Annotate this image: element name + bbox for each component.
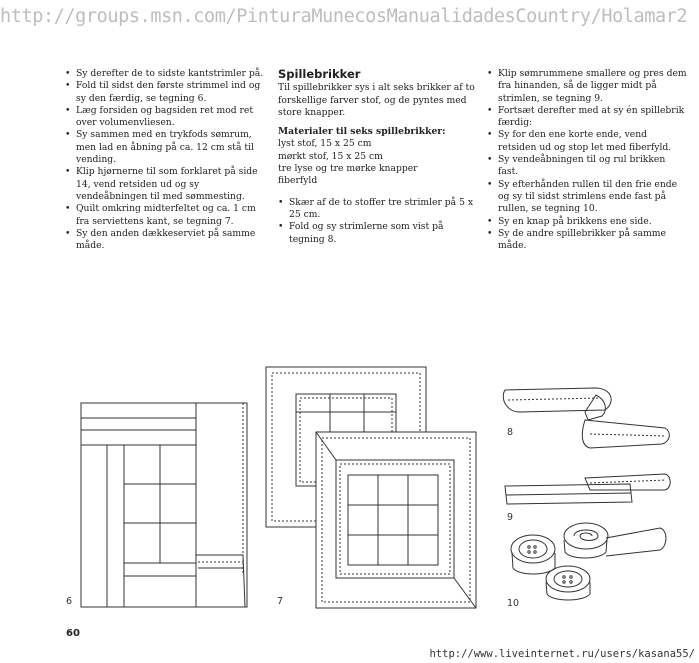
- figure-9-drawing: [505, 474, 670, 504]
- watermark-bottom-url: http://www.liveinternet.ru/users/kasana55/: [429, 648, 695, 660]
- illustrations-svg: [0, 350, 699, 630]
- list-item: • Sy for den ene korte ende, vend retsiden ud og stop let med fiberfyld.: [487, 129, 687, 154]
- list-item: • Sy en knap på brikkens ene side.: [487, 216, 687, 228]
- figure-8-number: 8: [507, 427, 514, 438]
- figure-8-drawing: [503, 388, 669, 448]
- material-item: fiberfyld: [278, 175, 318, 187]
- figure-7-number: 7: [277, 596, 284, 607]
- list-item: • Sy efterhånden rullen til den frie ende og sy til sidst strimlens ende fast på rullen, se tegning 10.: [487, 179, 687, 216]
- list-item: • Klip hjørnerne til som forklaret på side 14, vend retsiden ud og sy vendeåbningen til med sømmesting.: [65, 166, 265, 203]
- column-3: [487, 68, 687, 252]
- section-heading: Spillebrikker: [278, 67, 361, 81]
- illustrations-area: [0, 350, 699, 630]
- list-item: • Fortsæt derefter med at sy én spillebrik færdig:: [487, 105, 687, 130]
- column-1-bullet-list: [65, 68, 265, 252]
- list-item: • Sy den anden dækkeserviet på samme måde.: [65, 228, 265, 253]
- figure-6-drawing: [81, 403, 247, 607]
- column-2: [278, 68, 478, 246]
- list-item: • Fold og sy strimlerne som vist på tegning 8.: [278, 221, 478, 246]
- figure-10-drawing: [511, 523, 666, 600]
- intro-paragraph: Til spillebrikker sys i alt seks brikker af to forskellige farver stof, og de pyntes med store knapper.: [278, 82, 475, 118]
- figure-9-number: 9: [507, 512, 514, 523]
- list-item: • Quilt omkring midterfeltet og ca. 1 cm fra serviettens kant, se tegning 7.: [65, 203, 265, 228]
- materials-heading: Materialer til seks spillebrikker:: [278, 126, 446, 138]
- column-1: [65, 68, 265, 252]
- material-item: mørkt stof, 15 x 25 cm: [278, 150, 383, 162]
- list-item: • Fold til sidst den første strimmel ind og sy den færdig, se tegning 6.: [65, 80, 265, 105]
- list-item: • Læg forsiden og bagsiden ret mod ret over volumenvliesen.: [65, 105, 265, 130]
- page-number: 60: [66, 628, 80, 639]
- materials-list: [278, 138, 478, 187]
- list-item: • Sy sammen med en trykfods sømrum, men lad en åbning på ca. 12 cm stå til vending.: [65, 129, 265, 166]
- list-item: • Klip sømrummene smallere og pres dem fra hinanden, så de ligger midt på strimlen, se tegning 9.: [487, 68, 687, 105]
- list-item: • Sy de andre spillebrikker på samme måde.: [487, 228, 687, 253]
- list-item: • Sy vendeåbningen til og rul brikken fast.: [487, 154, 687, 179]
- material-item: tre lyse og tre mørke knapper: [278, 163, 418, 175]
- figure-10-number: 10: [507, 598, 520, 609]
- list-item: • Sy derefter de to sidste kantstrimler på.: [65, 68, 265, 80]
- watermark-top-url: http://groups.msn.com/PinturaMunecosManualidadesCountry/Holamar2: [0, 6, 688, 27]
- material-item: lyst stof, 15 x 25 cm: [278, 138, 372, 150]
- figure-6-number: 6: [66, 596, 73, 607]
- list-item: • Skær af de to stoffer tre strimler på 5 x 25 cm.: [278, 197, 478, 222]
- column-2-bullet-list: [278, 197, 478, 246]
- column-3-bullet-list: [487, 68, 687, 252]
- figure-7-drawing: [266, 367, 476, 608]
